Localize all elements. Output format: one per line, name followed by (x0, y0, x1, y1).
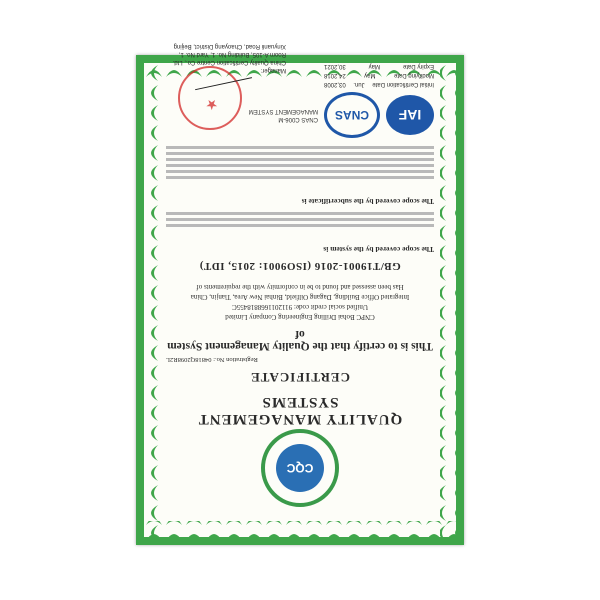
certificate-page (144, 43, 456, 537)
date-row: Initial Certification Date Jun. 03,2008 (324, 81, 434, 87)
scope-line: The scope covered by the system is (323, 245, 434, 254)
cnas-caption: CNAS C006-M MANAGEMENT SYSTEM (248, 108, 318, 122)
scope-text-lines (166, 212, 434, 227)
company-block (166, 282, 434, 322)
date-row: Expiry Date May 30,2021 (324, 63, 434, 69)
certificate-frame (136, 43, 464, 545)
footer-block (166, 18, 434, 138)
cqc-seal-logo: CQC (276, 444, 324, 492)
issuer-address-1: Room A-105, Building No. 1, Yard No. 1, (178, 51, 286, 57)
issuer-address-2: Xinyuanli Road, Chaoyang District, Beijing (173, 43, 286, 49)
conformity-line: Has been assessed and found to be in conformity with the requirements of (196, 283, 404, 291)
big-title: QUALITY MANAGEMENT SYSTEMS (197, 394, 403, 427)
manager-label: Manager: (260, 67, 286, 73)
date-row: Modifying Date May 24,2018 (324, 72, 434, 78)
verify-line: This is to certify that the Quality Management System of (167, 328, 433, 352)
certificate-content (166, 43, 434, 515)
iaf-logo: IAF (386, 95, 434, 135)
issuer-name: China Quality Certification Centre Co., Ltd. (172, 59, 286, 65)
subcertificate-text-lines (166, 146, 434, 179)
company-name: CNPC Bohai Drilling Engineering Company Limited (225, 313, 375, 321)
issuer-block (166, 42, 286, 74)
company-address: Integrated Office Building, Dagang Oilfield, Binhai New Area, Tianjin, China (190, 293, 410, 301)
standard-title: GB/T19001-2016 (ISO9001: 2015, IDT) (199, 260, 401, 272)
subcertificate-scope-line: The scope covered by the subcertificate is (301, 197, 434, 206)
certificate-seal (261, 429, 339, 507)
credit-code: Unified social credit code: 9112011668818455C (232, 303, 368, 311)
dates-table (324, 61, 434, 88)
certificate-heading: CERTIFICATE (250, 370, 350, 385)
cnas-logo: CNAS (324, 92, 380, 138)
registration-number: Registration No.: 04818Q2098R2L (166, 356, 258, 363)
